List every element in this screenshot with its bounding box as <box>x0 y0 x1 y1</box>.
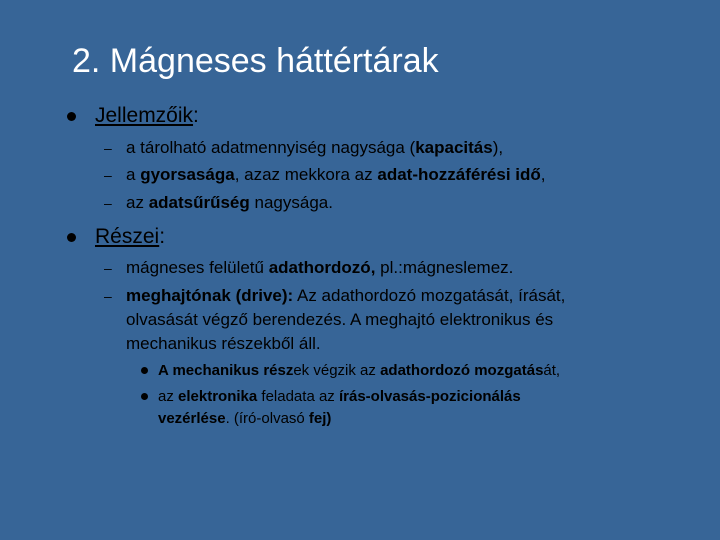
bold-term: kapacitás <box>415 138 493 157</box>
section-heading-jellemzoik <box>95 104 199 128</box>
text-span: ), <box>492 138 504 157</box>
text-span: . (író-olvasó <box>225 410 309 427</box>
slide-title: 2. Mágneses háttértárak <box>72 42 439 80</box>
bullet-icon <box>141 393 148 400</box>
text-line <box>158 386 521 408</box>
bold-term: elektronika <box>178 388 258 405</box>
bold-term: A mechanikus rész <box>158 362 294 379</box>
dash-icon: – <box>104 195 112 211</box>
bold-term: adathordozó, <box>268 258 376 277</box>
bullet-icon <box>67 233 76 242</box>
list-item <box>104 256 514 280</box>
section-suffix: : <box>159 225 166 248</box>
text-span: ek végzik az <box>293 362 381 379</box>
list-item <box>104 191 333 215</box>
list-item <box>104 284 566 356</box>
text-span: át, <box>543 362 561 379</box>
bold-term: írás-olvasás-pozicionálás <box>338 388 521 405</box>
text-line <box>126 308 565 332</box>
bold-term: adatsűrűség <box>148 193 250 212</box>
section-suffix: : <box>193 104 199 127</box>
dash-icon: – <box>104 140 112 156</box>
bold-term: meghajtónak (drive): <box>126 286 294 305</box>
text-span: a <box>126 165 141 184</box>
text-span: , azaz mekkora az <box>234 165 378 184</box>
dash-icon: – <box>104 260 112 276</box>
text-span: olvasását végző berendezés. A meghajtó elektronikus és <box>126 310 554 329</box>
text-span: mechanikus részekből áll. <box>126 334 321 353</box>
bold-term: adathordozó mozgatás <box>380 362 544 379</box>
dash-icon: – <box>104 288 112 304</box>
text-span: feladata az <box>257 388 339 405</box>
section-label: Részei <box>95 225 160 248</box>
text-span: az <box>158 388 179 405</box>
bold-term: fej) <box>308 410 332 427</box>
list-item <box>104 136 504 160</box>
text-line <box>126 332 565 356</box>
text-span: mágneses felületű <box>126 258 269 277</box>
text-span: az <box>126 193 149 212</box>
bullet-icon <box>67 112 76 121</box>
text-span: pl.:mágneslemez. <box>375 258 514 277</box>
text-span: , <box>540 165 546 184</box>
dash-icon: – <box>104 167 112 183</box>
section-heading-reszei <box>95 225 165 249</box>
bullet-icon <box>141 367 148 374</box>
section-label: Jellemzőik <box>95 104 194 127</box>
sub-list-item <box>158 360 560 382</box>
text-span: nagysága. <box>249 193 333 212</box>
sub-list-item <box>158 386 521 430</box>
bold-term: vezérlése <box>158 410 226 427</box>
list-item <box>104 163 546 187</box>
text-line <box>158 408 521 430</box>
text-span: a tárolható adatmennyiség nagysága ( <box>126 138 416 157</box>
text-span: Az adathordozó mozgatását, írását, <box>293 286 566 305</box>
bold-term: adat-hozzáférési idő <box>377 165 541 184</box>
text-line <box>126 284 565 308</box>
bold-term: gyorsasága <box>140 165 235 184</box>
